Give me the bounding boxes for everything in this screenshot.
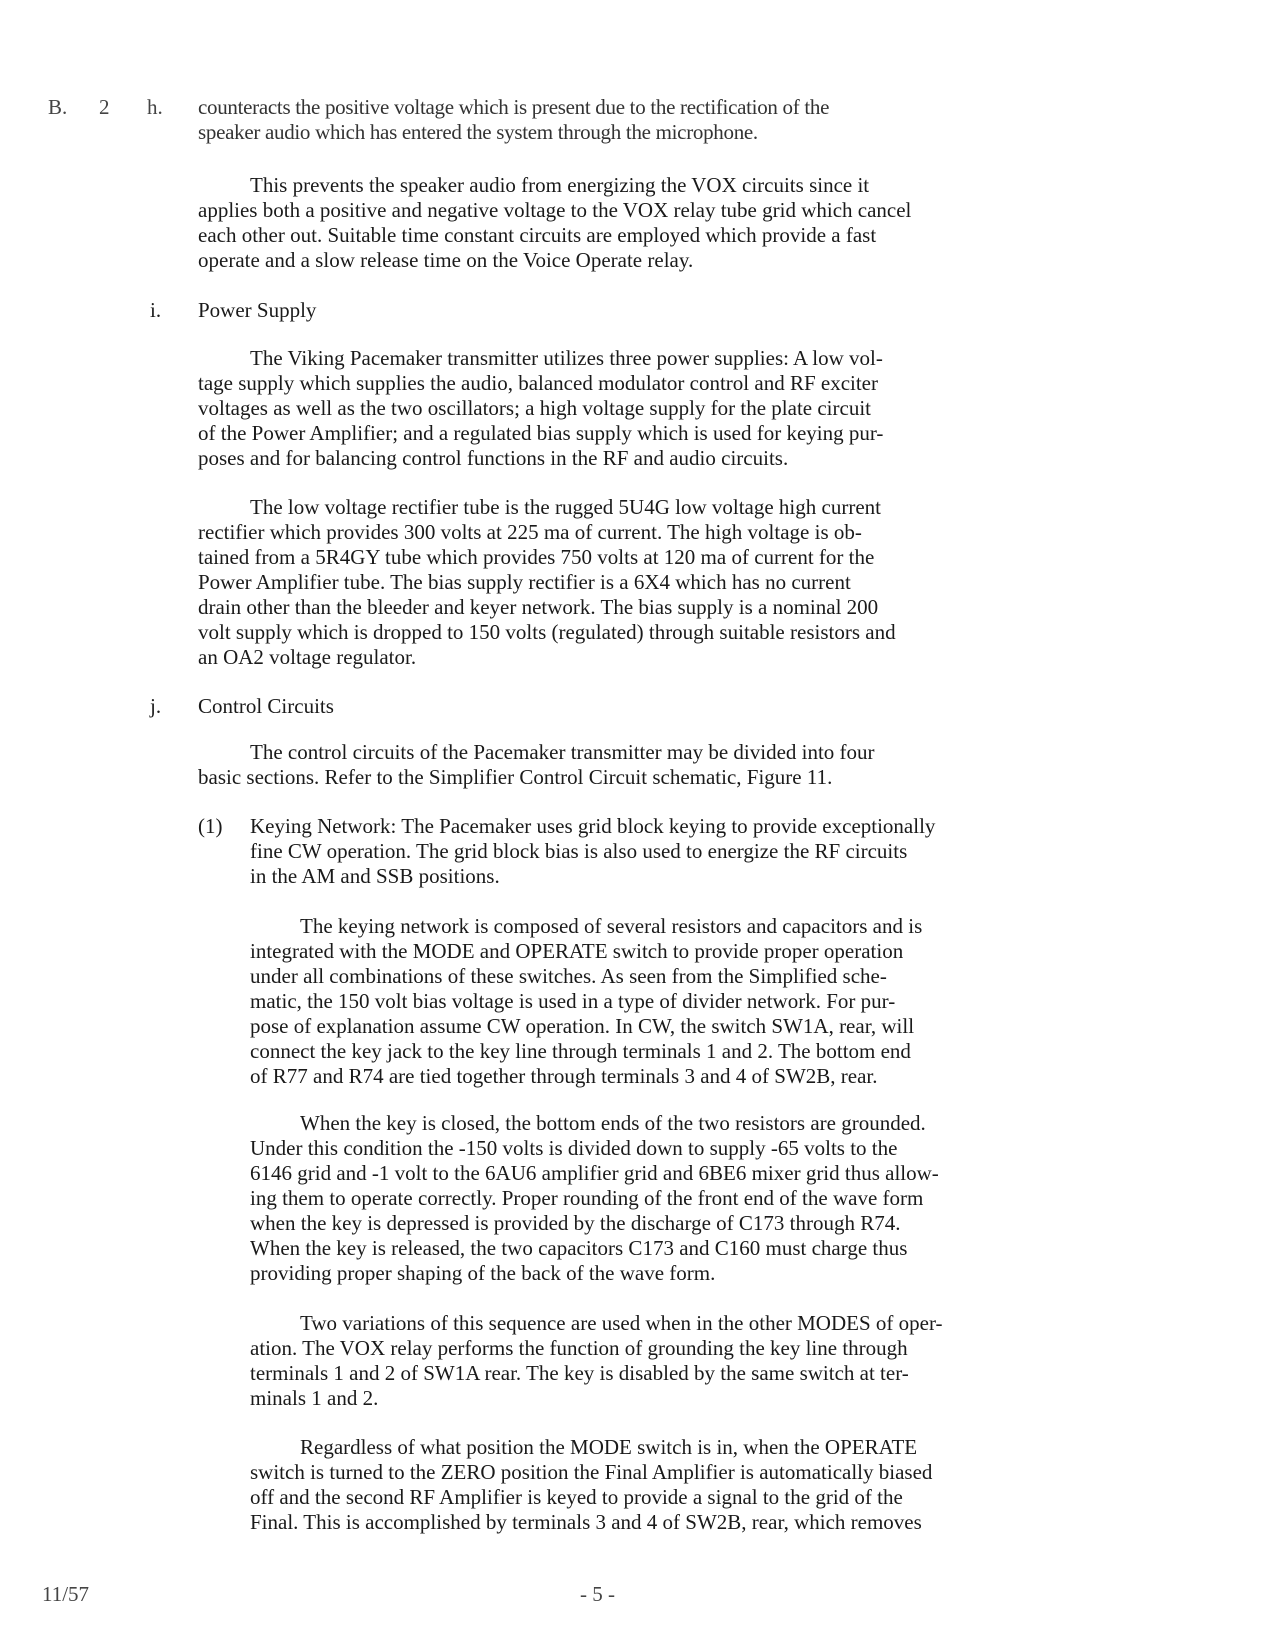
- paragraph-control-intro: [198, 740, 875, 790]
- text-line: Two variations of this sequence are used when in the other MODES of oper-: [300, 1311, 943, 1335]
- text-line: pose of explanation assume CW operation. In CW, the switch SW1A, rear, will: [250, 1014, 915, 1038]
- text-line: Power Amplifier tube. The bias supply rectifier is a 6X4 which has no current: [198, 570, 851, 594]
- section-number: 2: [99, 95, 110, 119]
- text-line: Final. This is accomplished by terminals 3 and 4 of SW2B, rear, which removes: [250, 1510, 922, 1534]
- text-line: voltages as well as the two oscillators; a high voltage supply for the plate circuit: [198, 396, 871, 420]
- text-line: basic sections. Refer to the Simplifier Control Circuit schematic, Figure 11.: [198, 765, 833, 789]
- text-line: ing them to operate correctly. Proper rounding of the front end of the wave form: [250, 1186, 924, 1210]
- footer-date: 11/57: [42, 1582, 90, 1606]
- paragraph-variations: [250, 1311, 943, 1411]
- item-h-text: [198, 95, 829, 145]
- text-line: tage supply which supplies the audio, balanced modulator control and RF exciter: [198, 371, 878, 395]
- text-line: of the Power Amplifier; and a regulated bias supply which is used for keying pur-: [198, 421, 884, 445]
- text-line: This prevents the speaker audio from energizing the VOX circuits since it: [250, 173, 870, 197]
- text-line: when the key is depressed is provided by the discharge of C173 through R74.: [250, 1211, 901, 1235]
- paragraph-key-closed: [250, 1111, 939, 1286]
- text-line: matic, the 150 volt bias voltage is used in a type of divider network. For pur-: [250, 989, 896, 1013]
- text-line: off and the second RF Amplifier is keyed to provide a signal to the grid of the: [250, 1485, 903, 1509]
- text-line: providing proper shaping of the back of the wave form.: [250, 1261, 716, 1285]
- text-line: terminals 1 and 2 of SW1A rear. The key is disabled by the same switch at ter-: [250, 1361, 909, 1385]
- text-line: operate and a slow release time on the Voice Operate relay.: [198, 248, 694, 272]
- page-number: - 5 -: [580, 1582, 615, 1606]
- section-label: B.: [48, 95, 68, 119]
- text-line: Keying Network: The Pacemaker uses grid block keying to provide exceptionally: [250, 814, 936, 838]
- text-line: volt supply which is dropped to 150 volts (regulated) through suitable resistors and: [198, 620, 896, 644]
- text-line: switch is turned to the ZERO position the Final Amplifier is automatically biased: [250, 1460, 933, 1484]
- paragraph-vox: [198, 173, 911, 273]
- paragraph-power-supplies: [198, 346, 883, 471]
- item-label-1: (1): [198, 814, 223, 838]
- text-line: The Viking Pacemaker transmitter utilizes three power supplies: A low vol-: [250, 346, 883, 370]
- text-line: The control circuits of the Pacemaker transmitter may be divided into four: [250, 740, 875, 764]
- heading-power-supply: Power Supply: [198, 298, 317, 322]
- heading-control-circuits: Control Circuits: [198, 694, 334, 718]
- text-line: applies both a positive and negative voltage to the VOX relay tube grid which cancel: [198, 198, 912, 222]
- text-line: ation. The VOX relay performs the function of grounding the key line through: [250, 1336, 908, 1360]
- text-line: under all combinations of these switches. As seen from the Simplified sche-: [250, 964, 887, 988]
- text-line: of R77 and R74 are tied together through terminals 3 and 4 of SW2B, rear.: [250, 1064, 878, 1088]
- text-line: drain other than the bleeder and keyer network. The bias supply is a nominal 200: [198, 595, 879, 619]
- text-line: minals 1 and 2.: [250, 1386, 379, 1410]
- text-line: poses and for balancing control functions in the RF and audio circuits.: [198, 446, 789, 470]
- text-line: The low voltage rectifier tube is the rugged 5U4G low voltage high current: [250, 495, 881, 519]
- item-label-h: h.: [147, 95, 163, 119]
- item-label-j: j.: [150, 694, 162, 718]
- text-line: speaker audio which has entered the system through the microphone.: [198, 120, 758, 144]
- item-keying-network: [250, 814, 935, 889]
- text-line: fine CW operation. The grid block bias is also used to energize the RF circuits: [250, 839, 908, 863]
- text-line: tained from a 5R4GY tube which provides 750 volts at 120 ma of current for the: [198, 545, 875, 569]
- item-label-i: i.: [150, 298, 162, 322]
- text-line: connect the key jack to the key line through terminals 1 and 2. The bottom end: [250, 1039, 911, 1063]
- text-line: counteracts the positive voltage which is present due to the rectification of the: [198, 95, 830, 119]
- text-line: an OA2 voltage regulator.: [198, 645, 417, 669]
- text-line: The keying network is composed of several resistors and capacitors and is: [300, 914, 923, 938]
- text-line: integrated with the MODE and OPERATE switch to provide proper operation: [250, 939, 904, 963]
- text-line: rectifier which provides 300 volts at 225 ma of current. The high voltage is ob-: [198, 520, 862, 544]
- text-line: each other out. Suitable time constant circuits are employed which provide a fast: [198, 223, 877, 247]
- text-line: When the key is released, the two capacitors C173 and C160 must charge thus: [250, 1236, 908, 1260]
- paragraph-zero-position: [250, 1435, 932, 1535]
- text-line: Under this condition the -150 volts is divided down to supply -65 volts to the: [250, 1136, 898, 1160]
- text-line: Regardless of what position the MODE switch is in, when the OPERATE: [300, 1435, 918, 1459]
- text-line: 6146 grid and -1 volt to the 6AU6 amplifier grid and 6BE6 mixer grid thus allow-: [250, 1161, 939, 1185]
- paragraph-rectifiers: [198, 495, 896, 670]
- text-line: When the key is closed, the bottom ends of the two resistors are grounded.: [300, 1111, 926, 1135]
- paragraph-keying-composition: [250, 914, 922, 1089]
- text-line: in the AM and SSB positions.: [250, 864, 500, 888]
